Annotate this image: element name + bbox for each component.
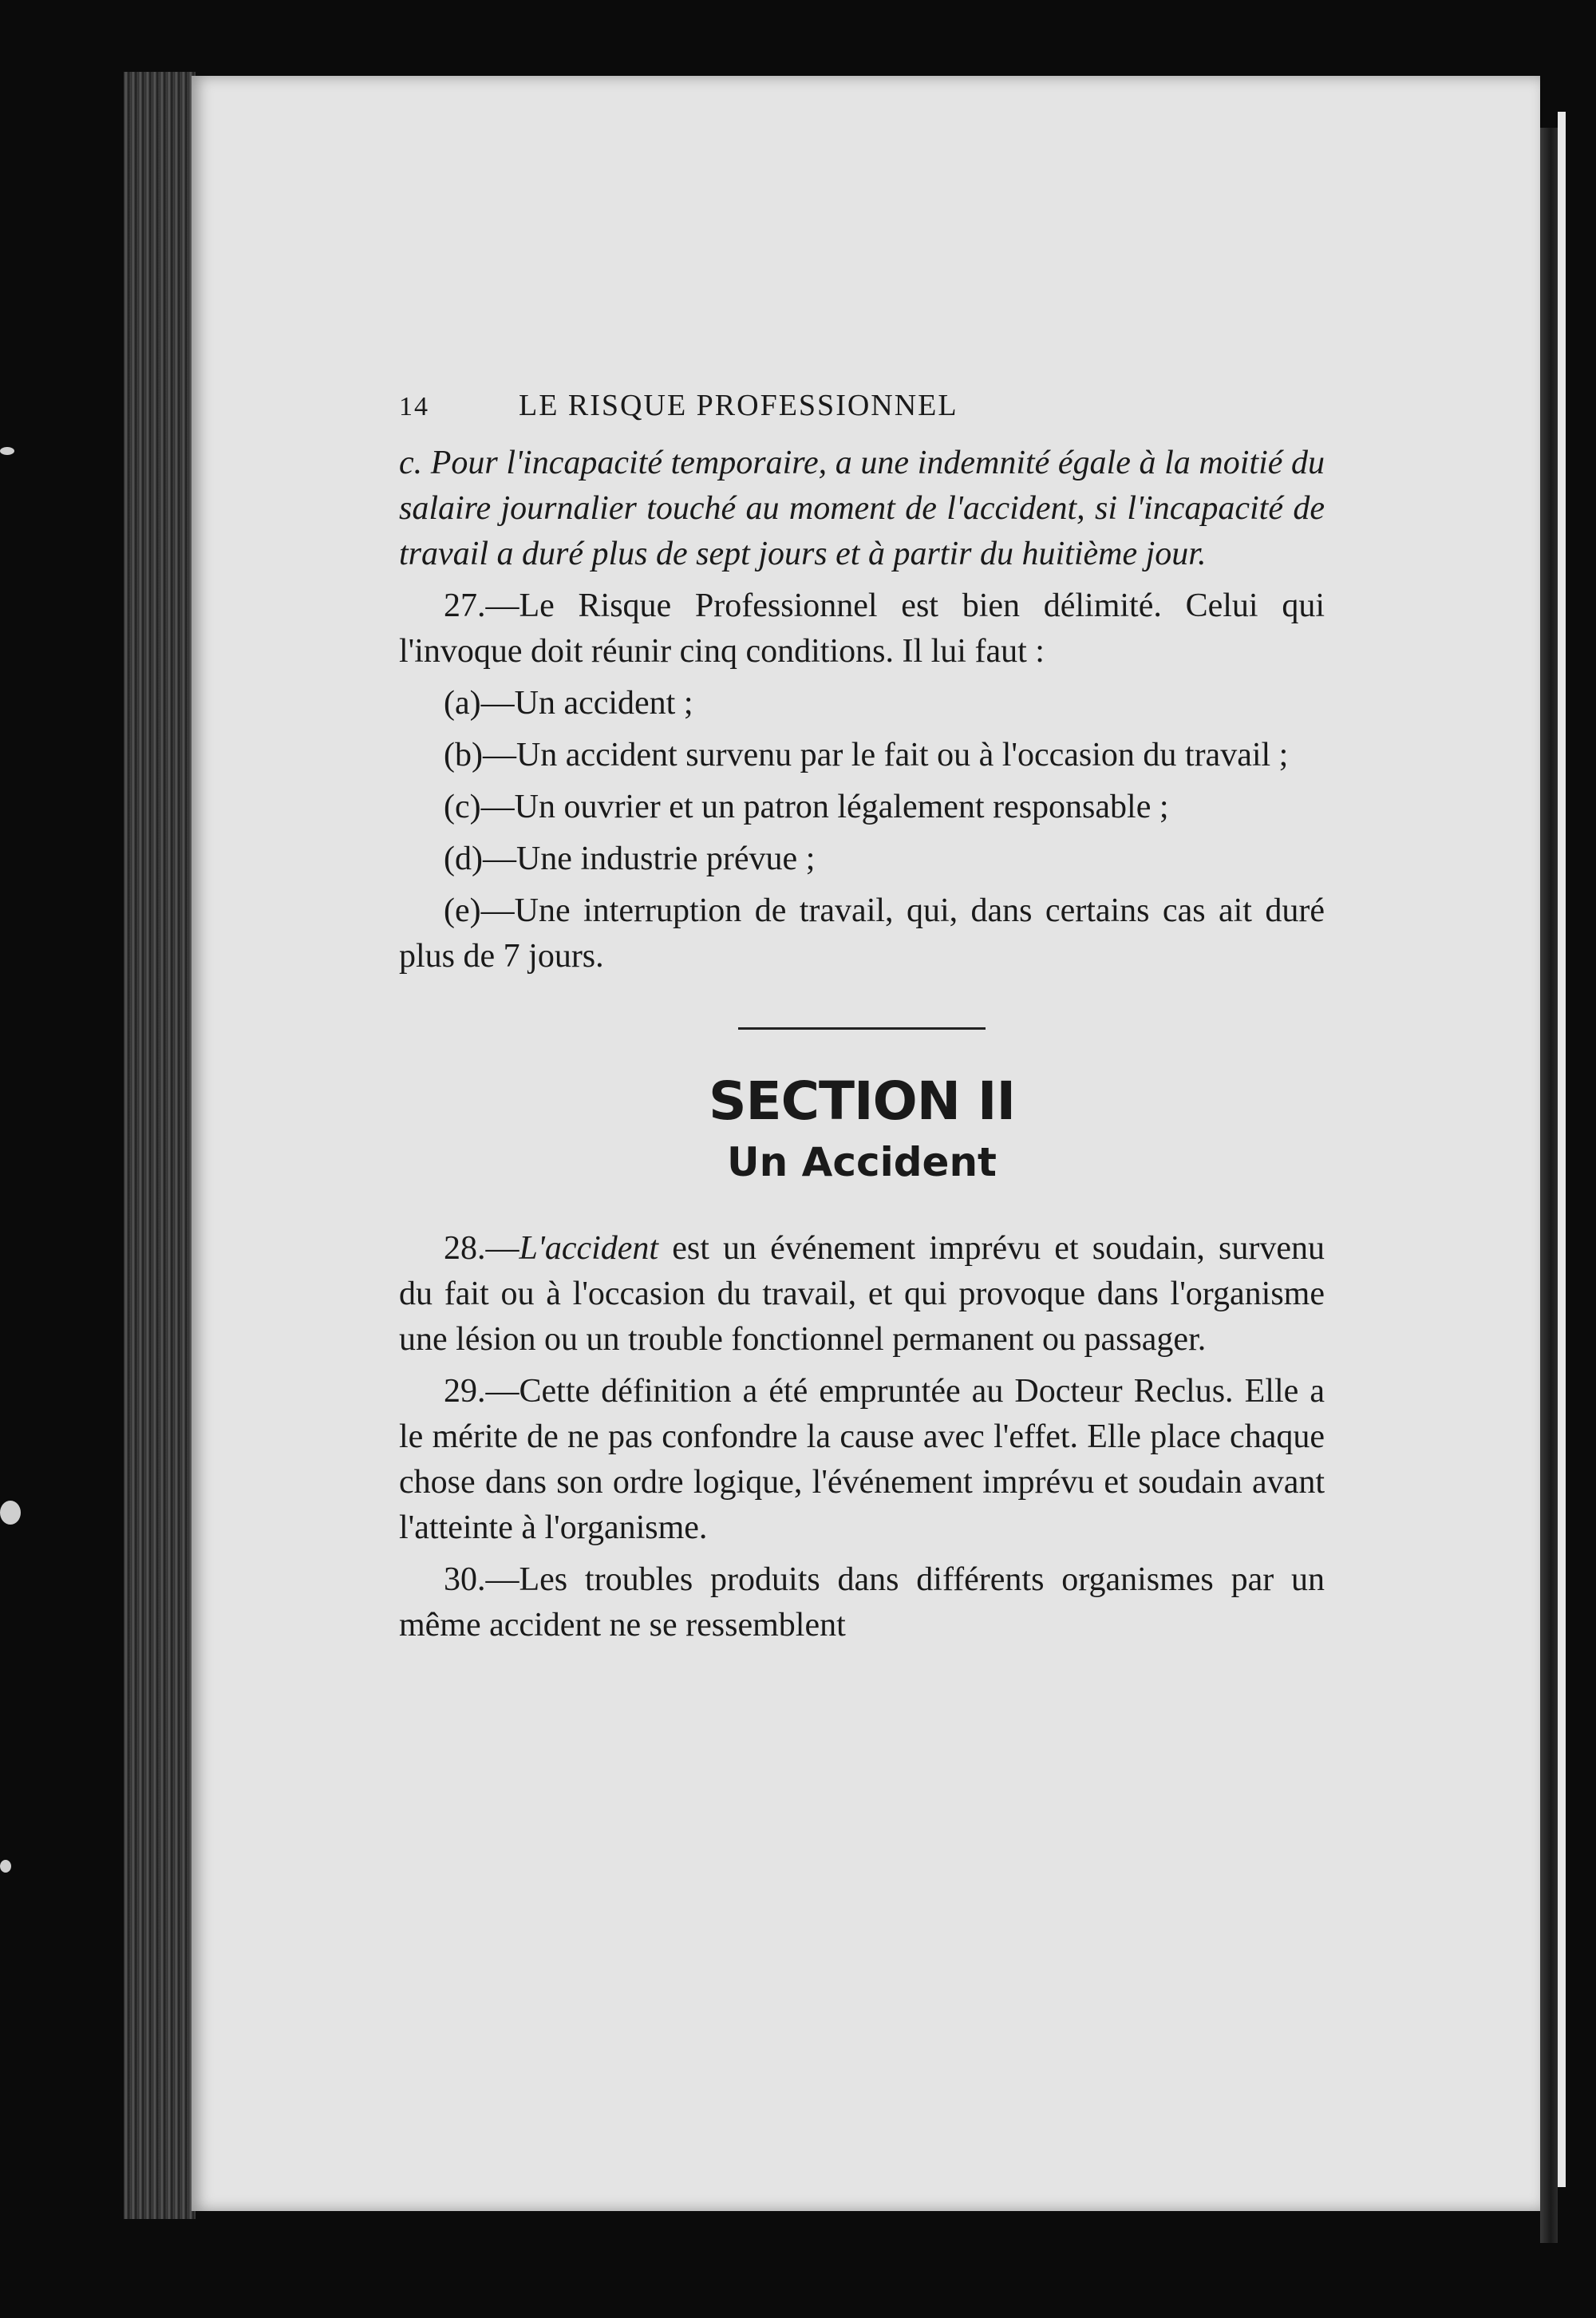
paragraph-28-term: L'accident <box>519 1230 659 1267</box>
condition-c: (c)—Un ouvrier et un patron légalement responsable ; <box>444 789 1169 825</box>
condition-a: (a)—Un accident ; <box>444 685 693 722</box>
paragraph-27: 27.—Le Risque Professionnel est bien délimité. Celui qui l'invoque doit réunir cinq conditions. Il lui faut : <box>399 587 1325 670</box>
running-title: LE RISQUE PROFESSIONNEL <box>519 389 958 422</box>
book-edge-right <box>1540 128 1558 2243</box>
scan-speck <box>0 1860 11 1873</box>
page-number: 14 <box>399 392 429 421</box>
paragraph-28 <box>399 1226 1325 1363</box>
paragraph-c: c. Pour l'incapacité temporaire, a une indemnité égale à la moitié du salaire journalier touché au moment de l'accident, si l'incapacité de travail a duré plus de sept jours et à partir du huitième jour. <box>399 445 1325 572</box>
paragraph-30: 30.—Les troubles produits dans différents organismes par un même accident ne se ressemblent <box>399 1561 1325 1644</box>
paragraph-29: 29.—Cette définition a été empruntée au Docteur Reclus. Elle a le mérite de ne pas confondre la cause avec l'effet. Elle place chaque chose dans son ordre logique, l'événement imprévu et soudain avant l'atteinte à l'organisme. <box>399 1373 1325 1546</box>
paragraph-28-text: est un événement imprévu et soudain, survenu du fait ou à l'occasion du travail, et qui provoque dans l'organisme une lésion ou un trouble fonctionnel permanent ou passager. <box>399 1230 1325 1358</box>
scan-speck <box>0 1501 21 1525</box>
condition-d: (d)—Une industrie prévue ; <box>444 841 816 877</box>
condition-e: (e)—Une interruption de travail, qui, dans certains cas ait duré plus de 7 jours. <box>399 892 1325 975</box>
section-subtitle: Un Accident <box>727 1139 997 1185</box>
page-header <box>399 383 1325 429</box>
book-edge-left <box>124 72 196 2219</box>
section-title: SECTION II <box>708 1070 1016 1132</box>
paragraph-28-number: 28.— <box>444 1230 519 1267</box>
section-divider <box>738 1027 986 1030</box>
page-text <box>399 383 1325 1655</box>
condition-b: (b)—Un accident survenu par le fait ou à l'occasion du travail ; <box>444 737 1289 773</box>
scan-speck <box>0 447 14 455</box>
book-edge-right-outer <box>1558 112 1566 2187</box>
